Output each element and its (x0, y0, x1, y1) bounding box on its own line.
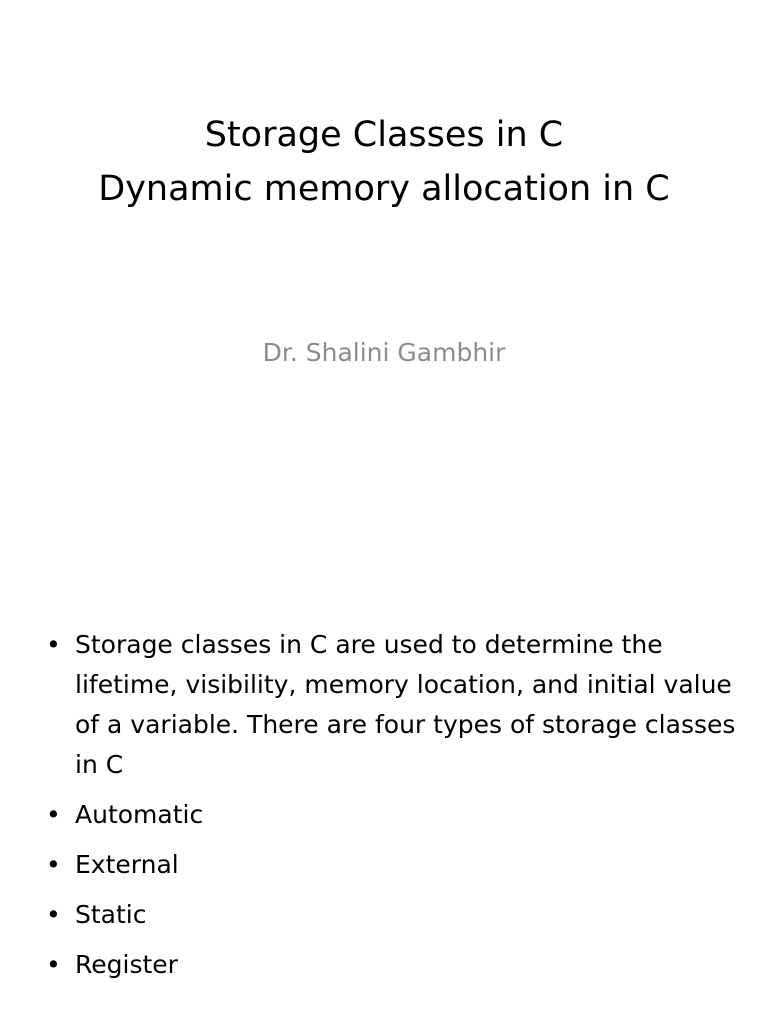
slide-title (0, 108, 768, 216)
bullet-text: Register (75, 950, 178, 979)
bullet-list (46, 625, 736, 995)
title-line-2: Dynamic memory allocation in C (98, 169, 670, 209)
bullet-item-automatic (46, 795, 736, 835)
bullet-item-intro (46, 625, 736, 785)
bullet-icon: • (46, 800, 61, 829)
bullet-icon: • (46, 850, 61, 879)
bullet-icon: • (46, 630, 61, 659)
bullet-item-external (46, 845, 736, 885)
author-subtitle: Dr. Shalini Gambhir (262, 338, 506, 367)
bullet-icon: • (46, 900, 61, 929)
bullet-icon: • (46, 950, 61, 979)
bullet-item-static (46, 895, 736, 935)
bullet-item-register (46, 945, 736, 985)
bullet-text: External (75, 850, 179, 879)
bullet-text: Automatic (75, 800, 204, 829)
bullet-text: Static (75, 900, 147, 929)
title-line-1: Storage Classes in C (204, 115, 564, 155)
bullet-text: Storage classes in C are used to determine the lifetime, visibility, memory location, and initial value of a variable. There are four types of storage classes in C (75, 630, 736, 779)
